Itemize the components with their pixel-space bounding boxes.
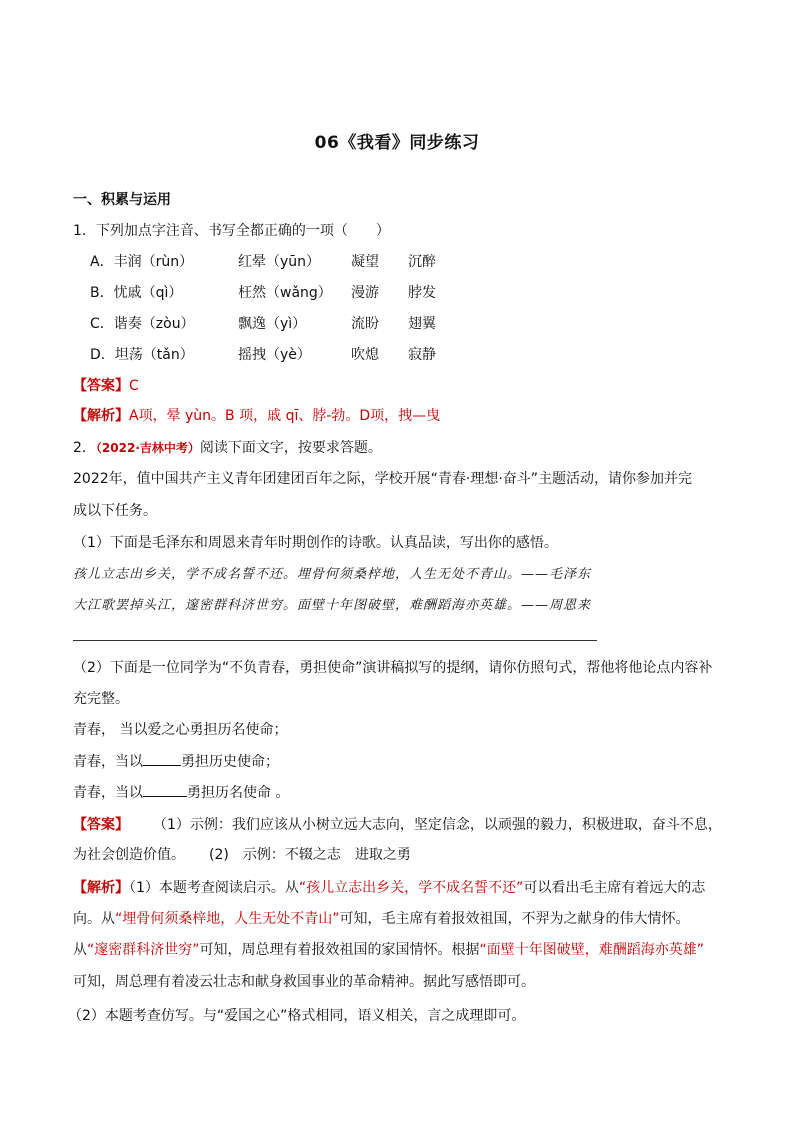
analysis-1a: （1）本题考查阅读启示。从 [129,880,299,896]
option-a-label: A．丰润（rùn） [90,254,194,270]
answer-blank-line [73,640,597,641]
fill-blank-2 [143,782,187,797]
q2-analysis-line-4: 可知，周总理有着凌云壮志和献身救国事业的革命精神。据此写感悟即可。 [73,974,535,990]
option-a-word-3: 凝望 [351,254,379,270]
outline-line-2-end: 勇担历史使命； [181,754,279,770]
question-2-number: 2． [73,440,96,456]
analysis-3a: 从 [73,942,87,958]
option-b-word-4: 脖发 [408,285,436,301]
q2-analysis-line-5: （2）本题考查仿写。与“爱国之心”格式相同，语义相关，言之成理即可。 [68,1008,526,1024]
question-2-intro: 阅读下面文字，按要求答题。 [199,440,382,456]
answer-text-1: （1）示例：我们应该从小树立远大志向，坚定信念，以顽强的毅力，积极进取，奋斗不息， [153,817,722,833]
analysis-2b-quote: “埋骨何须桑梓地，人生无处不青山” [115,911,340,927]
option-d-word-3: 吹熄 [351,347,379,363]
section-heading: 一、积累与运用 [73,192,171,208]
answer-tag: 【答案】 [73,378,129,394]
answer-tag: 【答案】 [73,817,129,833]
analysis-2a: 向。从 [73,911,115,927]
q2-sub-question-2-line-1: （2）下面是一位同学为“不负青春，勇担使命”演讲稿拟写的提纲，请你仿照句式，帮他将他论点内容补 [73,660,713,676]
q2-analysis-line-3 [73,940,704,960]
answer-text-2a: 为社会创造价值。 [73,847,185,863]
option-d-word-2: 摇拽（yè） [238,347,311,363]
q2-analysis-line-1 [73,878,705,898]
q1-analysis-line [73,406,440,426]
option-c-label: C．谐奏（zòu） [90,316,195,332]
outline-line-3-end: 勇担历名使命 。 [187,785,290,801]
outline-line-1: 青春， 当以爱之心勇担历名使命； [73,722,288,738]
answer-text-2b: (2) 示例：不辍之志 进取之勇 [209,847,411,863]
option-c-word-2: 飘逸（yì） [238,316,307,332]
poem-zhou: 大江歌罢掉头江，邃密群科济世穷。面壁十年图破壁，难酬蹈海亦英雄。——周恩来 [73,598,592,613]
q2-analysis-line-2 [73,909,690,929]
option-c-word-3: 流盼 [351,316,379,332]
option-a-word-2: 红晕（yūn） [238,254,321,270]
q2-sub-question-1: （1）下面是毛泽东和周恩来青年时期创作的诗歌。认真品读，写出你的感悟。 [73,535,558,551]
q1-answer-line [73,376,139,396]
question-2-stem [73,438,382,458]
option-d-word-4: 寂静 [408,347,436,363]
analysis-1c: 可以看出毛主席有着远大的志 [523,880,706,896]
fill-blank-1 [143,751,181,766]
option-a-word-4: 沉醉 [408,254,436,270]
poem-mao: 孩儿立志出乡关，学不成名誓不还。埋骨何须桑梓地，人生无处不青山。——毛泽东 [73,567,592,582]
analysis-tag: 【解析】 [73,880,129,896]
q2-answer-line-2 [73,845,411,865]
option-d-label: D．坦荡（tǎn） [90,347,194,363]
option-b-word-2: 枉然（wǎng） [238,285,332,301]
analysis-3c: 可知，周总理有着报效祖国的家国情怀。根据 [199,942,480,958]
answer-value: C [129,378,139,394]
q2-answer-line-1 [73,815,722,835]
option-b-word-3: 漫游 [351,285,379,301]
analysis-3d-quote: “面壁十年图破壁，难酬蹈海亦英雄” [479,942,705,958]
analysis-text: A项，晕 yùn。B 项，戚 qī、脖-勃。D项，拽—曳 [129,408,441,424]
option-b-label: B．忧戚（qì） [90,285,183,301]
q2-paragraph-line-2: 成以下任务。 [73,503,157,519]
outline-line-3 [73,782,289,803]
analysis-3b-quote: “邃密群科济世穷” [87,942,200,958]
page-title: 06《我看》同步练习 [314,133,480,153]
analysis-tag: 【解析】 [73,408,129,424]
q2-sub-question-2-line-2: 充完整。 [73,691,129,707]
outline-line-3-start: 青春，当以 [73,785,143,801]
outline-line-2-start: 青春，当以 [73,754,143,770]
outline-line-2 [73,751,279,772]
question-2-source: （2022·吉林中考） [95,441,200,455]
option-c-word-4: 翅翼 [408,316,436,332]
analysis-2c: 可知，毛主席有着报效祖国，不羿为之献身的伟大情怀。 [339,911,690,927]
question-1-stem: 1．下列加点字注音、书写全都正确的一项（ ） [73,223,390,239]
analysis-1b-quote: “孩儿立志出乡关，学不成名誓不还” [298,880,524,896]
q2-paragraph-line-1: 2022年，值中国共产主义青年团建团百年之际，学校开展“青春·理想·奋斗”主题活动，请你参加并完 [73,471,693,487]
